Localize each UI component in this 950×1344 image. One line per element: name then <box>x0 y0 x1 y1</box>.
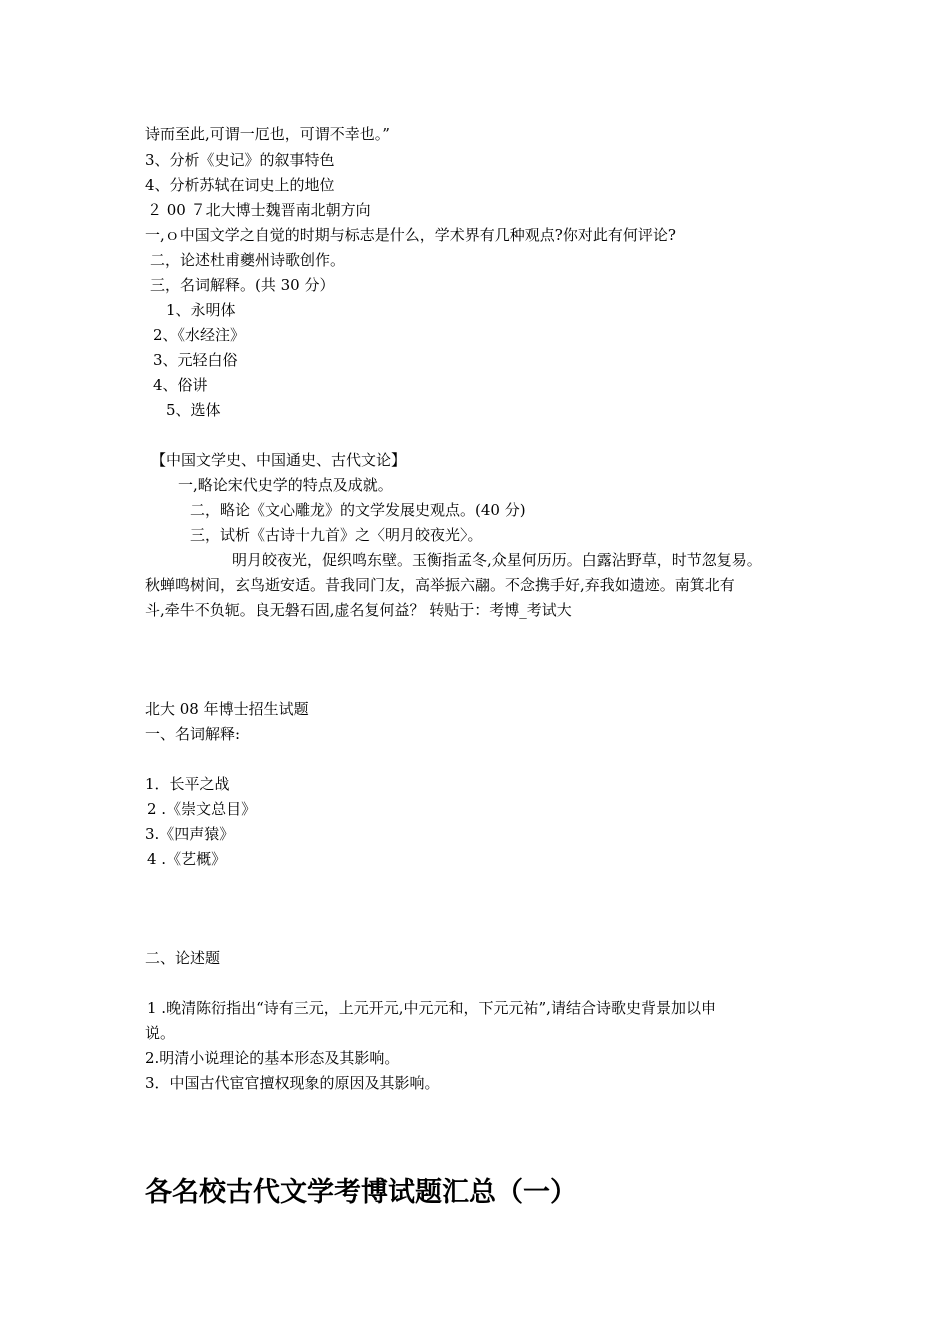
text-line: 一,ｏ中国文学之自觉的时期与标志是什么，学术界有几种观点?你对此有何评论? <box>145 226 676 244</box>
text-line: 3．中国古代宦官擅权现象的原因及其影响。 <box>145 1074 440 1092</box>
list-item: 2 .《崇文总目》 <box>147 800 257 818</box>
list-item: 3、元轻白俗 <box>153 351 238 369</box>
list-item: 5、选体 <box>166 401 221 419</box>
list-item: 1．长平之战 <box>145 775 230 793</box>
text-line: 二，略论《文心雕龙》的文学发展史观点。(40 分) <box>190 501 526 519</box>
section-heading: 【中国文学史、中国通史、古代文论】 <box>151 451 407 469</box>
text-line: 3、分析《史记》的叙事特色 <box>145 151 335 169</box>
text-line: 1 .晚清陈衍指出“诗有三元，上元开元,中元元和，下元元祐”,请结合诗歌史背景加以申 <box>147 999 716 1017</box>
list-item: 1、永明体 <box>166 301 236 319</box>
text-line: 诗而至此,可谓一厄也，可谓不幸也。” <box>145 125 390 143</box>
list-item: 3.《四声猿》 <box>145 825 235 843</box>
text-line: 三，试析《古诗十九首》之〈明月皎夜光〉。 <box>190 526 483 544</box>
page-title: 各名校古代文学考博试题汇总（一） <box>145 1177 577 1208</box>
text-line: 二、论述题 <box>145 949 221 967</box>
text-line: 4、分析苏轼在词史上的地位 <box>145 176 335 194</box>
poem-line: 明月皎夜光，促织鸣东壁。玉衡指孟冬,众星何历历。白露沾野草，时节忽复易。 <box>232 551 762 569</box>
poem-line: 秋蝉鸣树间，玄鸟逝安适。昔我同门友，高举振六翮。不念携手好,弃我如遗迹。南箕北有 <box>145 576 735 594</box>
text-line: 三，名词解释。(共 30 分） <box>150 276 335 294</box>
list-item: 2、《水经注》 <box>153 326 246 344</box>
text-line: 说。 <box>145 1024 176 1042</box>
text-line: 二，论述杜甫夔州诗歌创作。 <box>150 251 346 269</box>
text-line: 一,略论宋代史学的特点及成就。 <box>178 476 393 494</box>
list-item: 4、俗讲 <box>153 376 208 394</box>
text-line: 一、名词解释: <box>145 725 241 743</box>
poem-line: 斗,牵牛不负轭。良无磐石固,虚名复何益？ 转贴于：考博_考试大 <box>145 601 572 619</box>
text-line: 2.明清小说理论的基本形态及其影响。 <box>145 1049 400 1067</box>
list-item: 4 .《艺概》 <box>147 850 227 868</box>
text-line: ２ 00 ７北大博士魏晋南北朝方向 <box>147 201 371 219</box>
section-heading: 北大 08 年博士招生试题 <box>145 700 309 718</box>
